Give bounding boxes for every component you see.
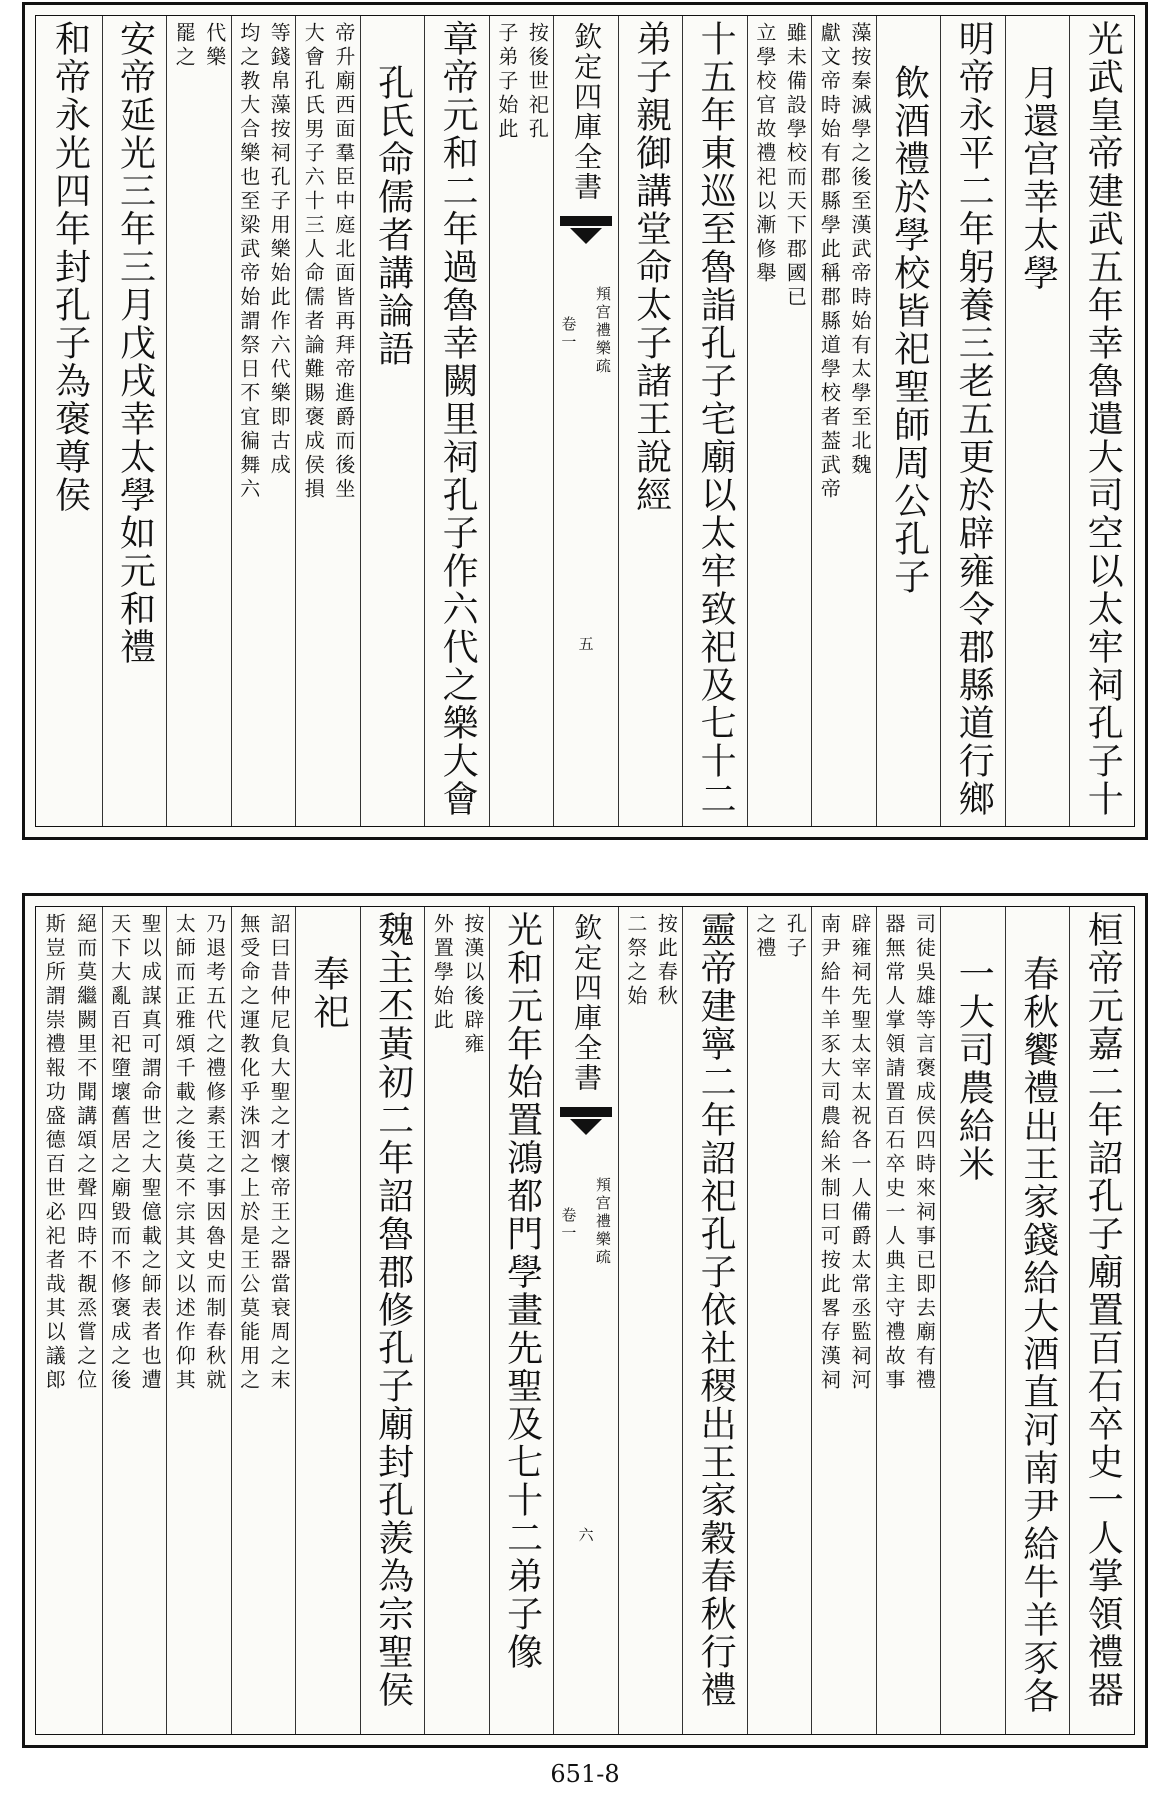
commentary-line-right: 等錢帛藻按祠孔子用樂始此作六代樂即古成 <box>267 22 292 478</box>
page-number: 651-8 <box>550 1760 620 1788</box>
fishtail-bar <box>560 1107 612 1117</box>
commentary-line-right: 乃退考五代之禮修素王之事因魯史而制春秋就 <box>202 913 227 1393</box>
commentary-line-left: 子弟子始此 <box>494 22 519 142</box>
fishtail-mark <box>570 228 602 244</box>
main-text-line: 光武皇帝建武五年幸魯遣大司空以太牢祠孔子十 <box>1082 20 1124 818</box>
main-text-line: 魏主丕黃初二年詔魯郡修孔子廟封孔羨為宗聖侯 <box>372 911 414 1709</box>
commentary-line-right: 雖未備設學校而天下郡國已 <box>783 22 808 310</box>
commentary-line-left: 天下大亂百祀墮壞舊居之廟毀而不修褒成之後 <box>107 913 132 1393</box>
text-column <box>102 907 167 1734</box>
text-column <box>1069 907 1134 1734</box>
commentary-line-left: 二祭之始 <box>623 913 648 1009</box>
text-column <box>682 16 747 826</box>
text-column <box>1005 16 1070 826</box>
commentary-line-left: 無受命之運教化乎洙泗之上於是王公莫能用之 <box>236 913 261 1393</box>
main-text-line: 飲酒禮於學校皆祀聖師周公孔子 <box>888 64 930 596</box>
center-margin-column <box>553 907 618 1734</box>
top-page-columns <box>36 16 1134 826</box>
text-column <box>489 907 554 1734</box>
text-column <box>811 907 876 1734</box>
fishtail-bar <box>560 216 612 226</box>
main-text-line: 一大司農給米 <box>953 955 995 1183</box>
main-text-line: 奉祀 <box>308 955 350 1031</box>
text-column <box>747 907 812 1734</box>
text-column <box>876 907 941 1734</box>
text-column <box>940 16 1005 826</box>
commentary-line-right: 絕而莫繼闕里不聞講頌之聲四時不覩烝嘗之位 <box>73 913 98 1393</box>
center-margin-column <box>553 16 618 826</box>
commentary-line-left: 立學校官故禮祀以漸修舉 <box>752 22 777 286</box>
commentary-line-right: 詔曰昔仲尼負大聖之才懷帝王之器當衰周之末 <box>267 913 292 1393</box>
text-column <box>747 16 812 826</box>
main-text-line: 孔氏命儒者講論語 <box>372 64 414 368</box>
text-column <box>102 16 167 826</box>
text-column <box>940 907 1005 1734</box>
text-column <box>682 907 747 1734</box>
margin-book-title: 頖宫禮樂疏 <box>593 1177 612 1267</box>
margin-title: 欽定四庫全書 <box>570 913 604 1093</box>
commentary-line-left: 獻文帝時始有郡縣學此稱郡縣道學校者葢武帝 <box>817 22 842 502</box>
text-column <box>166 907 231 1734</box>
bottom-page-columns <box>36 907 1134 1734</box>
text-column <box>424 907 489 1734</box>
text-column <box>231 907 296 1734</box>
commentary-line-left: 大會孔氏男子六十三人命儒者論難賜褒成侯損 <box>301 22 326 502</box>
commentary-line-left: 太師而正雅頌千載之後莫不宗其文以述作仰其 <box>172 913 197 1393</box>
bottom-page <box>22 893 1148 1748</box>
text-column <box>360 16 425 826</box>
commentary-line-left: 均之教大合樂也至梁武帝始謂祭日不宜徧舞六 <box>236 22 261 502</box>
text-column <box>37 907 102 1734</box>
margin-volume: 卷一 <box>559 316 578 352</box>
commentary-line-left: 之禮 <box>752 913 777 961</box>
main-text-line: 春秋饗禮出王家錢給大酒直河南尹給牛羊豕各 <box>1017 955 1059 1715</box>
bottom-page-frame <box>35 906 1135 1735</box>
text-column <box>37 16 102 826</box>
text-column <box>166 16 231 826</box>
text-column <box>231 16 296 826</box>
margin-volume: 卷一 <box>559 1207 578 1243</box>
main-text-line: 月還宫幸太學 <box>1017 64 1059 292</box>
margin-leaf-number: 五 <box>576 636 595 654</box>
commentary-line-right: 按漢以後辟雍 <box>460 913 485 1057</box>
commentary-line-right: 帝升廟西面羣臣中庭北面皆再拜帝進爵而後坐 <box>331 22 356 502</box>
main-text-line: 安帝延光三年三月戊戌幸太學如元和禮 <box>114 20 156 666</box>
commentary-line-right: 司徒吳雄等言褒成侯四時來祠事已即去廟有禮 <box>912 913 937 1393</box>
text-column <box>618 907 683 1734</box>
commentary-line-right: 按此春秋 <box>654 913 679 1009</box>
commentary-line-right: 孔子 <box>783 913 808 961</box>
commentary-line-left: 罷之 <box>172 22 197 70</box>
main-text-line: 十五年東巡至魯詣孔子宅廟以太牢致祀及七十二 <box>695 20 737 818</box>
main-text-line: 章帝元和二年過魯幸闕里祠孔子作六代之樂大會 <box>437 20 479 818</box>
text-column <box>295 907 360 1734</box>
commentary-line-left: 外置學始此 <box>430 913 455 1033</box>
commentary-line-right: 聖以成謀真可謂命世之大聖億載之師表者也遭 <box>138 913 163 1393</box>
text-column <box>1005 907 1070 1734</box>
text-column <box>424 16 489 826</box>
main-text-line: 明帝永平二年躬養三老五更於辟雍令郡縣道行鄉 <box>953 20 995 818</box>
margin-title: 欽定四庫全書 <box>570 22 604 202</box>
text-column <box>489 16 554 826</box>
text-column <box>1069 16 1134 826</box>
commentary-line-right: 代樂 <box>202 22 227 70</box>
margin-book-title: 頖宫禮樂疏 <box>593 286 612 376</box>
main-text-line: 弟子親御講堂命太子諸王說經 <box>630 20 672 514</box>
text-column <box>811 16 876 826</box>
commentary-line-left: 器無常人掌領請置百石卒史一人典主守禮故事 <box>881 913 906 1393</box>
main-text-line: 靈帝建寧二年詔祀孔子依社稷出王家穀春秋行禮 <box>695 911 737 1709</box>
commentary-line-right: 藻按秦滅學之後至漢武帝時始有太學至北魏 <box>847 22 872 478</box>
main-text-line: 和帝永光四年封孔子為褒尊侯 <box>49 20 91 514</box>
top-page <box>22 2 1148 840</box>
text-column <box>876 16 941 826</box>
margin-leaf-number: 六 <box>576 1527 595 1545</box>
commentary-line-right: 按後世祀孔 <box>525 22 550 142</box>
commentary-line-left: 斯豈所謂崇禮報功盛德百世必祀者哉其以議郎 <box>42 913 67 1393</box>
top-page-frame <box>35 15 1135 827</box>
fishtail-mark <box>570 1119 602 1135</box>
text-column <box>618 16 683 826</box>
text-column <box>360 907 425 1734</box>
main-text-line: 桓帝元嘉二年詔孔子廟置百石卒史一人掌領禮器 <box>1082 911 1124 1709</box>
main-text-line: 光和元年始置鴻都門學畫先聖及七十二弟子像 <box>501 911 543 1671</box>
commentary-line-right: 辟雍祠先聖太宰太祝各一人備爵太常丞監祠河 <box>847 913 872 1393</box>
text-column <box>295 16 360 826</box>
commentary-line-left: 南尹給牛羊豕大司農給米制曰可按此畧存漢祠 <box>817 913 842 1393</box>
